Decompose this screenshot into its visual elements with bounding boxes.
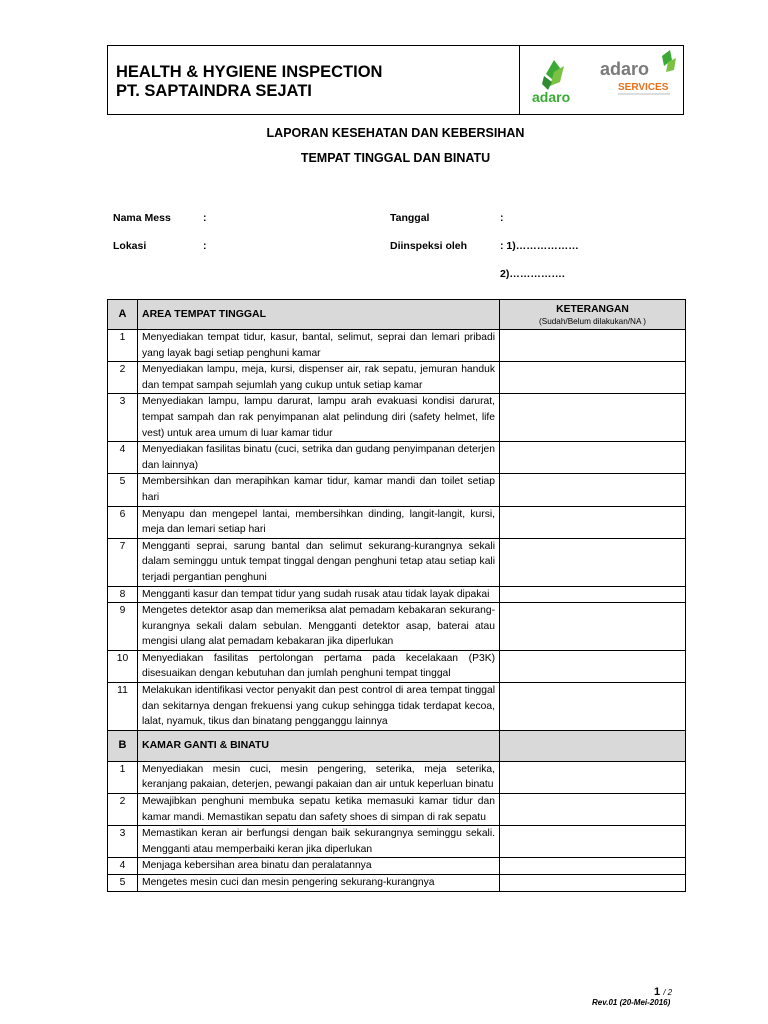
item-text: Menyediakan tempat tidur, kasur, bantal, selimut, seprai dan lemari pribadi yang layak bagi setiap penghuni kamar <box>138 330 500 362</box>
keterangan-cell[interactable] <box>500 875 686 892</box>
item-no: 6 <box>108 506 138 538</box>
table-row <box>108 394 686 442</box>
item-text: Melakukan identifikasi vector penyakit dan pest control di area tempat tinggal dan sekitarnya dengan frekuensi yang cukup sehingga tidak terdapat kecoa, lalat, nyamuk, tikus dan binatang pengganggu lainnya <box>138 683 500 731</box>
keterangan-header: KETERANGAN <box>556 303 629 315</box>
keterangan-cell[interactable] <box>500 506 686 538</box>
keterangan-cell[interactable] <box>500 586 686 603</box>
inspector-1: : 1)……………… <box>500 240 579 252</box>
nama-mess-label: Nama Mess <box>113 212 171 224</box>
doc-title-line1: LAPORAN KESEHATAN DAN KEBERSIHAN <box>266 126 525 140</box>
section-a-row <box>108 300 686 330</box>
page-current: 1 <box>654 986 661 998</box>
diinspeksi-label: Diinspeksi oleh <box>390 240 468 252</box>
table-row <box>108 442 686 474</box>
section-a-code: A <box>108 300 138 330</box>
page-total: / 2 <box>663 988 673 997</box>
tanggal-label: Tanggal <box>390 212 430 224</box>
revision-label: Rev.01 (20-Mei-2016) <box>592 998 671 1007</box>
item-text: Membersihkan dan merapihkan kamar tidur, kamar mandi dan toilet setiap hari <box>138 474 500 506</box>
keterangan-cell[interactable] <box>500 826 686 858</box>
table-row <box>108 474 686 506</box>
header-titles <box>116 63 382 101</box>
keterangan-cell[interactable] <box>500 683 686 731</box>
section-b-code: B <box>108 730 138 761</box>
table-row <box>108 761 686 793</box>
table-row <box>108 858 686 875</box>
item-no: 11 <box>108 683 138 731</box>
item-text: Menyediakan lampu, lampu darurat, lampu arah evakuasi kondisi darurat, tempat sampah dan rak penyimpanan alat pelindung diri (safety helmet, life vest) untuk area umum di luar kamar tidur <box>138 394 500 442</box>
item-no: 1 <box>108 761 138 793</box>
table-row <box>108 330 686 362</box>
item-no: 4 <box>108 442 138 474</box>
item-no: 10 <box>108 650 138 682</box>
keterangan-cell[interactable] <box>500 474 686 506</box>
item-no: 7 <box>108 538 138 586</box>
keterangan-cell[interactable] <box>500 761 686 793</box>
table-row <box>108 794 686 826</box>
item-text: Menyediakan lampu, meja, kursi, dispenser air, rak sepatu, jemuran handuk dan tempat sampah sejumlah yang cukup untuk setiap kamar <box>138 362 500 394</box>
keterangan-cell[interactable] <box>500 394 686 442</box>
inspector-2: 2)……………. <box>500 268 565 280</box>
keterangan-cell[interactable] <box>500 538 686 586</box>
header-title: HEALTH & HYGIENE INSPECTION <box>116 63 383 81</box>
lokasi-label: Lokasi <box>113 240 147 252</box>
item-text: Menjaga kebersihan area binatu dan peralatannya <box>138 858 500 875</box>
services-text: SERVICES <box>618 82 669 93</box>
keterangan-sub: (Sudah/Belum dilakukan/NA ) <box>539 316 646 326</box>
item-no: 5 <box>108 474 138 506</box>
item-text: Mengganti seprai, sarung bantal dan selimut sekurang-kurangnya sekali dalam seminggu untuk tempat tinggal dengan penghuni tetap atau setiap kali terjadi pergantian penghuni <box>138 538 500 586</box>
item-no: 4 <box>108 858 138 875</box>
adaro-logo-text-left: adaro <box>532 89 571 105</box>
item-text: Menyediakan fasilitas binatu (cuci, setrika dan gudang penyimpanan deterjen dan lainnya) <box>138 442 500 474</box>
table-row <box>108 538 686 586</box>
item-text: Menyapu dan mengepel lantai, membersihkan dinding, langit-langit, kursi, meja dan lemari setiap hari <box>138 506 500 538</box>
page-number <box>654 986 672 998</box>
table-row <box>108 362 686 394</box>
item-no: 9 <box>108 603 138 651</box>
doc-title-line2: TEMPAT TINGGAL DAN BINATU <box>300 151 491 165</box>
table-row <box>108 586 686 603</box>
keterangan-cell[interactable] <box>500 794 686 826</box>
keterangan-cell[interactable] <box>500 330 686 362</box>
table-row <box>108 650 686 682</box>
adaro-leaf-icon <box>542 60 564 90</box>
lokasi-colon: : <box>203 240 207 252</box>
nama-mess-colon: : <box>203 212 207 224</box>
keterangan-cell[interactable] <box>500 603 686 651</box>
section-b-row <box>108 730 686 761</box>
item-no: 2 <box>108 362 138 394</box>
item-no: 8 <box>108 586 138 603</box>
section-b-keterangan <box>500 730 686 761</box>
item-text: Menyediakan fasilitas pertolongan pertama pada kecelakaan (P3K) disesuaikan dengan kebutuhan dan jumlah penghuni tempat tinggal <box>138 650 500 682</box>
item-no: 3 <box>108 394 138 442</box>
table-row <box>108 603 686 651</box>
section-a-title: AREA TEMPAT TINGGAL <box>138 300 500 330</box>
item-no: 3 <box>108 826 138 858</box>
adaro-logos <box>520 46 685 114</box>
keterangan-cell[interactable] <box>500 362 686 394</box>
item-text: Mengetes detektor asap dan memeriksa alat pemadam kebakaran sekurang-kurangnya sekali dalam sebulan. Mengganti detektor asap, baterai atau mengisi ulang alat pemadam kebakaran jika diperlukan <box>138 603 500 651</box>
item-no: 2 <box>108 794 138 826</box>
adaro-services-leaf-icon <box>662 50 676 72</box>
tanggal-colon: : <box>500 212 504 224</box>
inspection-table <box>107 299 686 892</box>
table-row <box>108 875 686 892</box>
item-text: Mewajibkan penghuni membuka sepatu ketika memasuki kamar tidur dan kamar mandi. Memastikan sepatu dan safety shoes di simpan di rak sepatu <box>138 794 500 826</box>
company-name: PT. SAPTAINDRA SEJATI <box>116 82 312 100</box>
header-box <box>107 45 684 115</box>
adaro-logo-text-right: adaro <box>600 59 650 79</box>
item-text: Mengetes mesin cuci dan mesin pengering sekurang-kurangnya <box>138 875 500 892</box>
table-row <box>108 826 686 858</box>
keterangan-cell[interactable] <box>500 442 686 474</box>
keterangan-cell[interactable] <box>500 650 686 682</box>
keterangan-cell[interactable] <box>500 858 686 875</box>
section-b-title: KAMAR GANTI & BINATU <box>138 730 500 761</box>
table-row <box>108 683 686 731</box>
keterangan-header-cell <box>500 300 686 330</box>
table-row <box>108 506 686 538</box>
item-no: 5 <box>108 875 138 892</box>
item-no: 1 <box>108 330 138 362</box>
item-text: Mengganti kasur dan tempat tidur yang sudah rusak atau tidak layak dipakai <box>138 586 500 603</box>
item-text: Memastikan keran air berfungsi dengan baik sekurangnya seminggu sekali. Mengganti atau memperbaiki keran jika diperlukan <box>138 826 500 858</box>
logo-box <box>519 46 685 114</box>
item-text: Menyediakan mesin cuci, mesin pengering, seterika, meja seterika, keranjang pakaian, deterjen, pewangi pakaian dan air untuk keperluan binatu <box>138 761 500 793</box>
